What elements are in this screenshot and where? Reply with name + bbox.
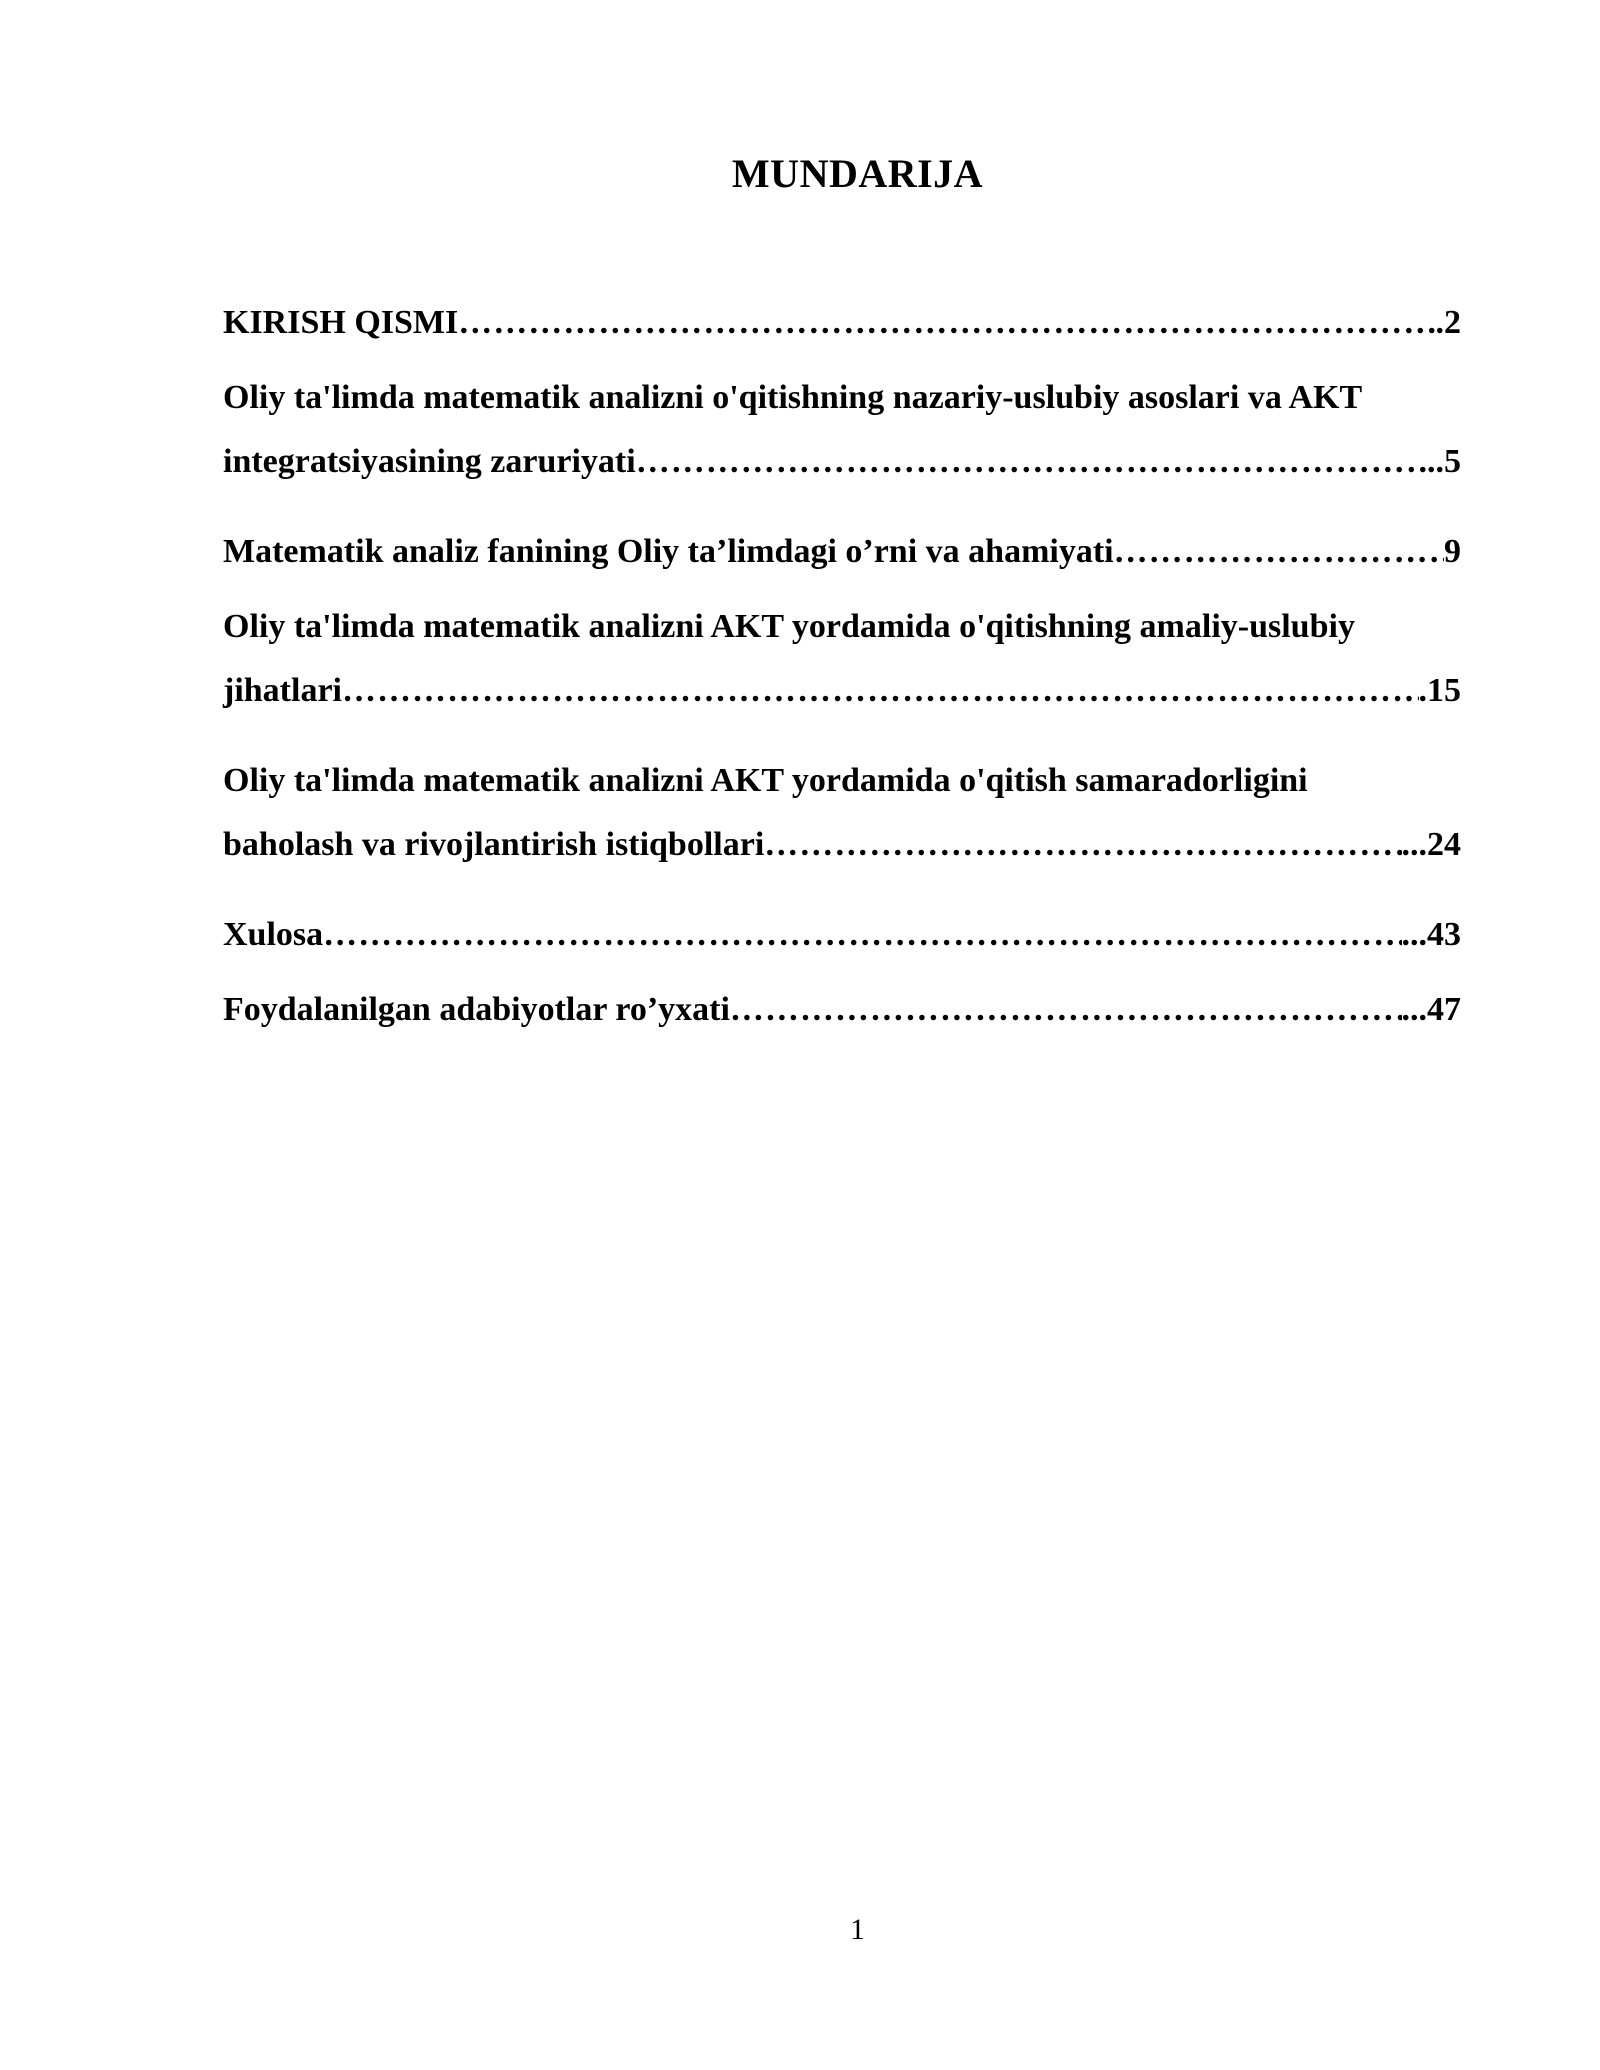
toc-entry-title-line: Oliy ta'limda matematik analizni AKT yordamida o'qitish samaradorligini <box>223 762 1308 799</box>
table-of-contents <box>223 291 1461 1053</box>
toc-entry-title: Xulosa <box>223 916 324 953</box>
toc-entry-page: .2 <box>1435 304 1461 341</box>
toc-entry-title-line: Oliy ta'limda matematik analizni o'qitishning nazariy-uslubiy asoslari va AKT <box>223 379 1363 416</box>
toc-entry-page: 9 <box>1444 533 1461 570</box>
toc-entry-page: ...47 <box>1401 991 1461 1028</box>
toc-entry-samaradorlik[interactable] <box>223 749 1461 877</box>
toc-entry-line <box>223 520 1461 584</box>
dot-leader <box>458 291 1435 355</box>
toc-entry-title: Foydalanilgan adabiyotlar ro’yxati <box>223 991 730 1028</box>
dot-leader <box>323 903 1401 967</box>
toc-entry-title: KIRISH QISMI <box>223 304 459 341</box>
toc-entry-title-line: Oliy ta'limda matematik analizni AKT yordamida o'qitishning amaliy-uslubiy <box>223 608 1355 645</box>
toc-entry-line <box>223 430 1461 494</box>
toc-entry-line <box>223 813 1461 877</box>
toc-entry-title: Matematik analiz fanining Oliy ta’limdagi o’rni va ahamiyati <box>223 533 1114 570</box>
toc-entry-xulosa[interactable] <box>223 903 1461 967</box>
page-title: MUNDARIJA <box>731 151 984 196</box>
toc-entry-kirish[interactable] <box>223 291 1461 355</box>
dot-leader <box>764 813 1401 877</box>
toc-entry-nazariy-asoslar[interactable] <box>223 366 1461 494</box>
toc-entry-orni-ahamiyati[interactable] <box>223 520 1461 584</box>
dot-leader <box>730 978 1402 1042</box>
toc-entry-amaliy-jihatlar[interactable] <box>223 595 1461 723</box>
toc-entry-title: baholash va rivojlantirish istiqbollari <box>223 826 765 863</box>
toc-entry-page: ...5 <box>1418 443 1461 480</box>
toc-entry-page: .15 <box>1418 672 1461 709</box>
toc-entry-line <box>223 978 1461 1042</box>
dot-leader <box>342 659 1419 723</box>
dot-leader <box>1114 520 1444 584</box>
toc-entry-line <box>223 903 1461 967</box>
toc-entry-page: ...24 <box>1401 826 1461 863</box>
toc-entry-title: integratsiyasining zaruriyati <box>223 443 636 480</box>
toc-entry-page: ...43 <box>1401 916 1461 953</box>
toc-entry-line <box>223 291 1461 355</box>
toc-entry-title: jihatlari <box>223 672 342 709</box>
dot-leader <box>636 430 1419 494</box>
page-number: 1 <box>850 1913 865 1946</box>
toc-entry-adabiyotlar[interactable] <box>223 978 1461 1042</box>
toc-entry-line <box>223 659 1461 723</box>
